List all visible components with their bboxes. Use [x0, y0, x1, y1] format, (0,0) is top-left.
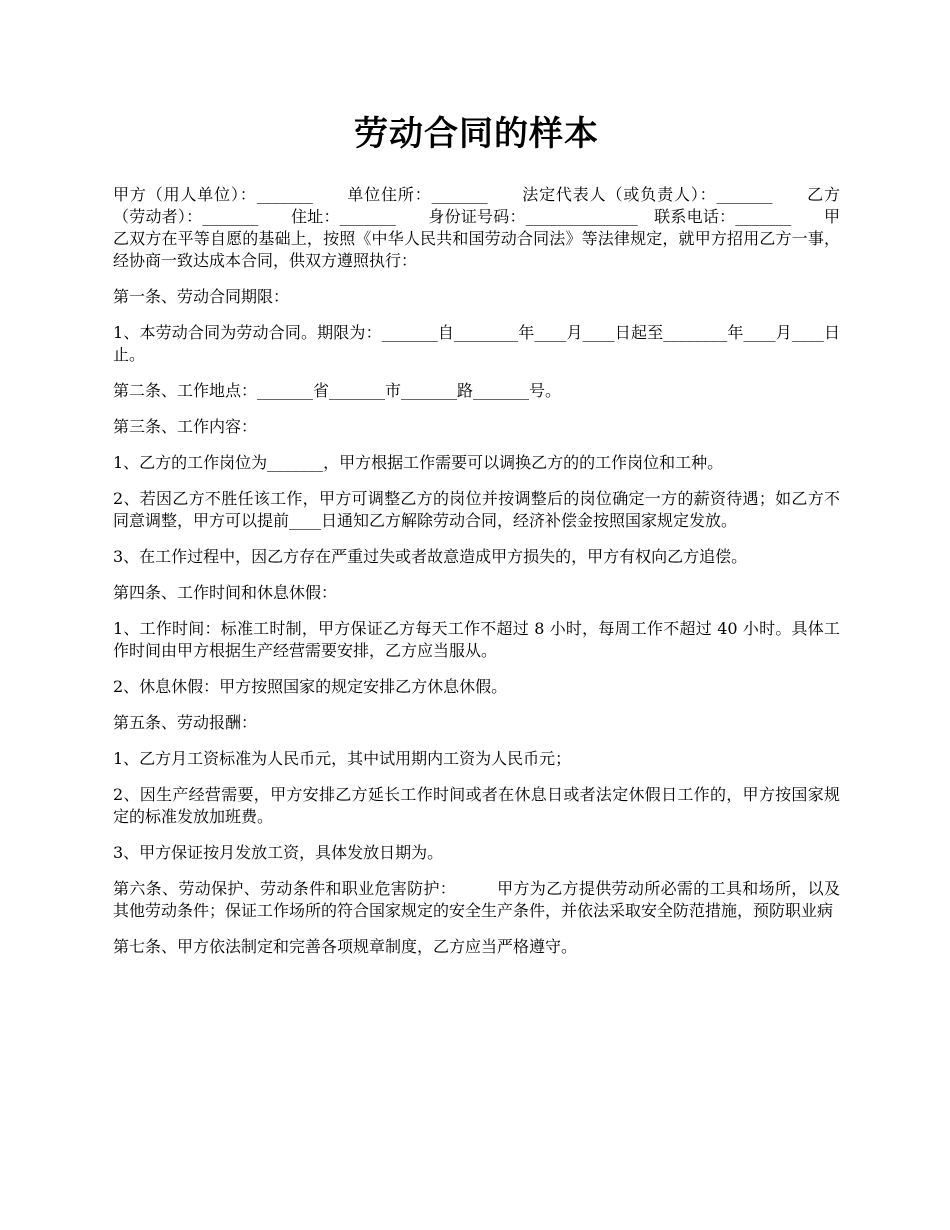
article-3-clause-3: 3、在工作过程中，因乙方存在严重过失或者故意造成甲方损失的，甲方有权向乙方追偿。: [113, 547, 748, 566]
article-7-paragraph: 第七条、甲方依法制定和完善各项规章制度，乙方应当严格遵守。: [113, 937, 578, 956]
article-1-clause-1: 1、本劳动合同为劳动合同。期限为：_______自________年____月____日起至________年____月____日止。: [113, 323, 840, 364]
document-page: [113, 110, 840, 972]
article-2-heading: 第二条、工作地点：_______省_______市_______路_______号。: [113, 381, 562, 400]
article-5-heading: 第五条、劳动报酬：: [113, 713, 258, 732]
article-4-heading: 第四条、工作时间和休息休假：: [113, 583, 338, 602]
article-5-clause-3: 3、甲方保证按月发放工资，具体发放日期为。: [113, 843, 444, 862]
article-6-paragraph: 第六条、劳动保护、劳动条件和职业危害防护： 甲方为乙方提供劳动所必需的工具和场所，以及其他劳动条件；保证工作场所的符合国家规定的安全生产条件，并依法采取安全防范措施，预防职业病: [113, 879, 840, 920]
article-3-clause-1: 1、乙方的工作岗位为_______，甲方根据工作需要可以调换乙方的的工作岗位和工种。: [113, 453, 724, 472]
article-5-clause-2: 2、因生产经营需要，甲方安排乙方延长工作时间或者在休息日或者法定休假日工作的，甲方按国家规定的标准发放加班费。: [113, 785, 840, 826]
party-info-paragraph: 甲方（用人单位）：_______ 单位住所：_______ 法定代表人（或负责人）：_______ 乙方（劳动者）：_______ 住址：_______ 身份证号码：______________ 联系电话：_______ 甲乙双方在平等自愿的基础上，按照《中华人民共和国劳动合同法》等法律规定，就甲方招用乙方一事，经协商一致达成本合同，供双方遵照执行：: [113, 185, 840, 270]
article-5-clause-1: 1、乙方月工资标准为人民币元，其中试用期内工资为人民币元；: [113, 749, 572, 768]
document-title: 劳动合同的样本: [354, 114, 599, 154]
article-3-heading: 第三条、工作内容：: [113, 417, 258, 436]
article-4-clause-2: 2、休息休假：甲方按照国家的规定安排乙方休息休假。: [113, 677, 508, 696]
article-1-heading: 第一条、劳动合同期限：: [113, 287, 290, 306]
article-3-clause-2: 2、若因乙方不胜任该工作，甲方可调整乙方的岗位并按调整后的岗位确定一方的薪资待遇；如乙方不同意调整，甲方可以提前____日通知乙方解除劳动合同，经济补偿金按照国家规定发放。: [113, 489, 840, 530]
article-4-clause-1: 1、工作时间：标准工时制，甲方保证乙方每天工作不超过 8 小时，每周工作不超过 40 小时。具体工作时间由甲方根据生产经营需要安排，乙方应当服从。: [113, 619, 840, 660]
